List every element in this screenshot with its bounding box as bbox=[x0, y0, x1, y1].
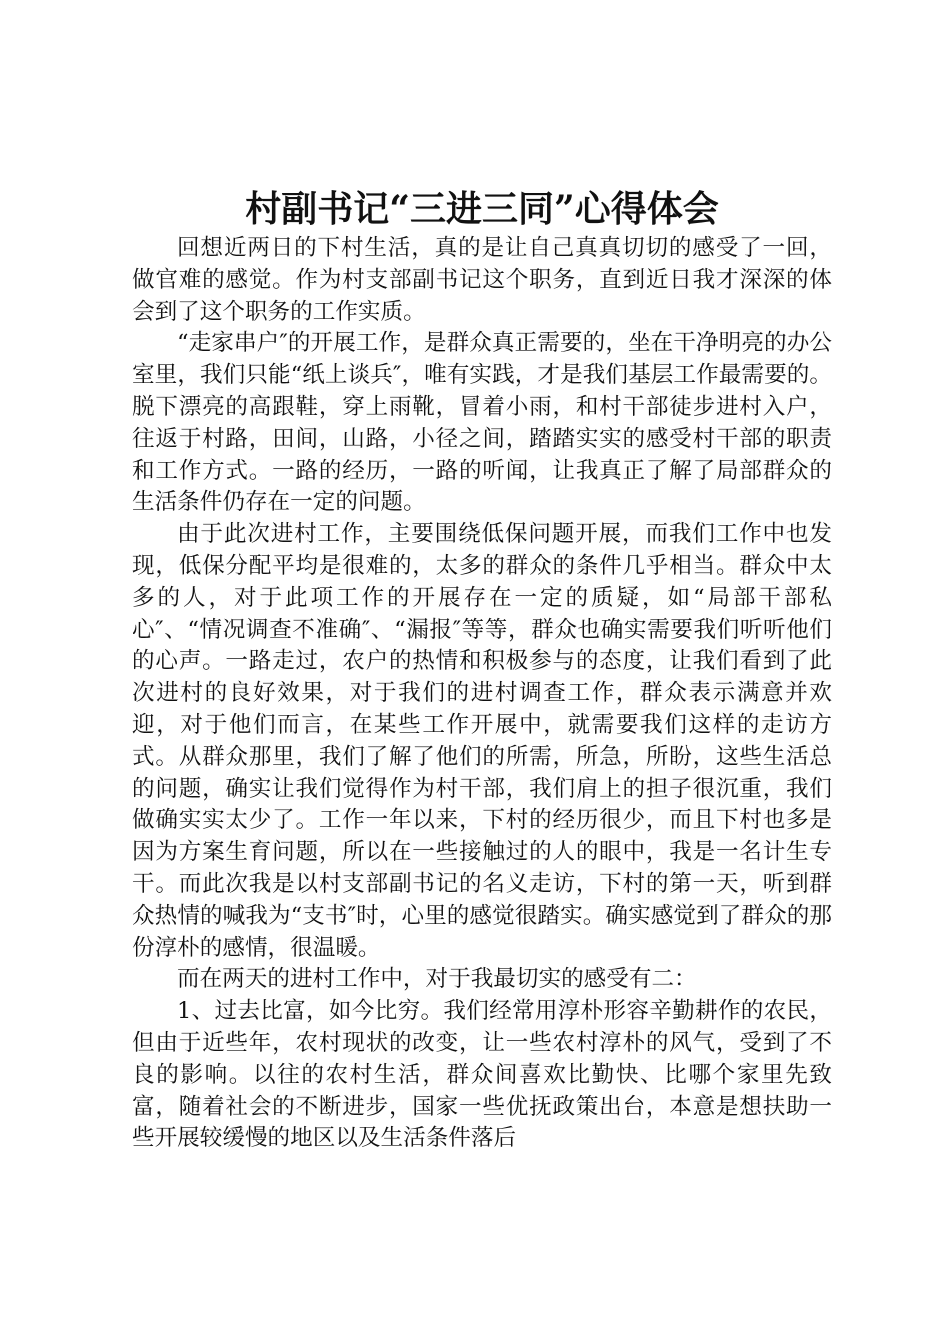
document-page bbox=[132, 185, 832, 1155]
paragraph-5: 1、过去比富，如今比穷。我们经常用淳朴形容辛勤耕作的农民，但由于近些年，农村现状的改变，让一些农村淳朴的风气，受到了不良的影响。以往的农村生活，群众间喜欢比勤快、比哪个家里先致富，随着社会的不断进步，国家一些优抚政策出台，本意是想扶助一些开展较缓慢的地区以及生活条件落后 bbox=[132, 998, 832, 1152]
paragraph-2: “走家串户″的开展工作，是群众真正需要的，坐在干净明亮的办公室里，我们只能“纸上谈兵″，唯有实践，才是我们基层工作最需要的。脱下漂亮的高跟鞋，穿上雨靴，冒着小雨，和村干部徒步进村入户，往返于村路，田间，山路，小径之间，踏踏实实的感受村干部的职责和工作方式。一路的经历，一路的听闻，让我真正了解了局部群众的生活条件仍存在一定的问题。 bbox=[132, 330, 832, 516]
paragraph-4: 而在两天的进村工作中，对于我最切实的感受有二： bbox=[177, 966, 697, 993]
document-title: 村副书记“三进三同”心得体会 bbox=[245, 188, 719, 230]
paragraph-1: 回想近两日的下村生活，真的是让自己真真切切的感受了一回，做官难的感觉。作为村支部副书记这个职务，直到近日我才深深的体会到了这个职务的工作实质。 bbox=[132, 235, 832, 325]
paragraph-3: 由于此次进村工作，主要围绕低保问题开展，而我们工作中也发现，低保分配平均是很难的，太多的群众的条件几乎相当。群众中太多的人，对于此项工作的开展存在一定的质疑，如“局部干部私心″、“情况调查不准确″、“漏报″等等，群众也确实需要我们听听他们的心声。一路走过，农户的热情和积极参与的态度，让我们看到了此次进村的良好效果，对于我们的进村调查工作，群众表示满意并欢迎，对于他们而言，在某些工作开展中，就需要我们这样的走访方式。从群众那里，我们了解了他们的所需，所急，所盼，这些生活总的问题，确实让我们觉得作为村干部，我们肩上的担子很沉重，我们做确实实太少了。工作一年以来，下村的经历很少，而且下村也多是因为方案生育问题，所以在一些接触过的人的眼中，我是一名计生专干。而此次我是以村支部副书记的名义走访，下村的第一天，听到群众热情的喊我为“支书″时，心里的感觉很踏实。确实感觉到了群众的那份淳朴的感情，很温暖。 bbox=[132, 521, 832, 961]
